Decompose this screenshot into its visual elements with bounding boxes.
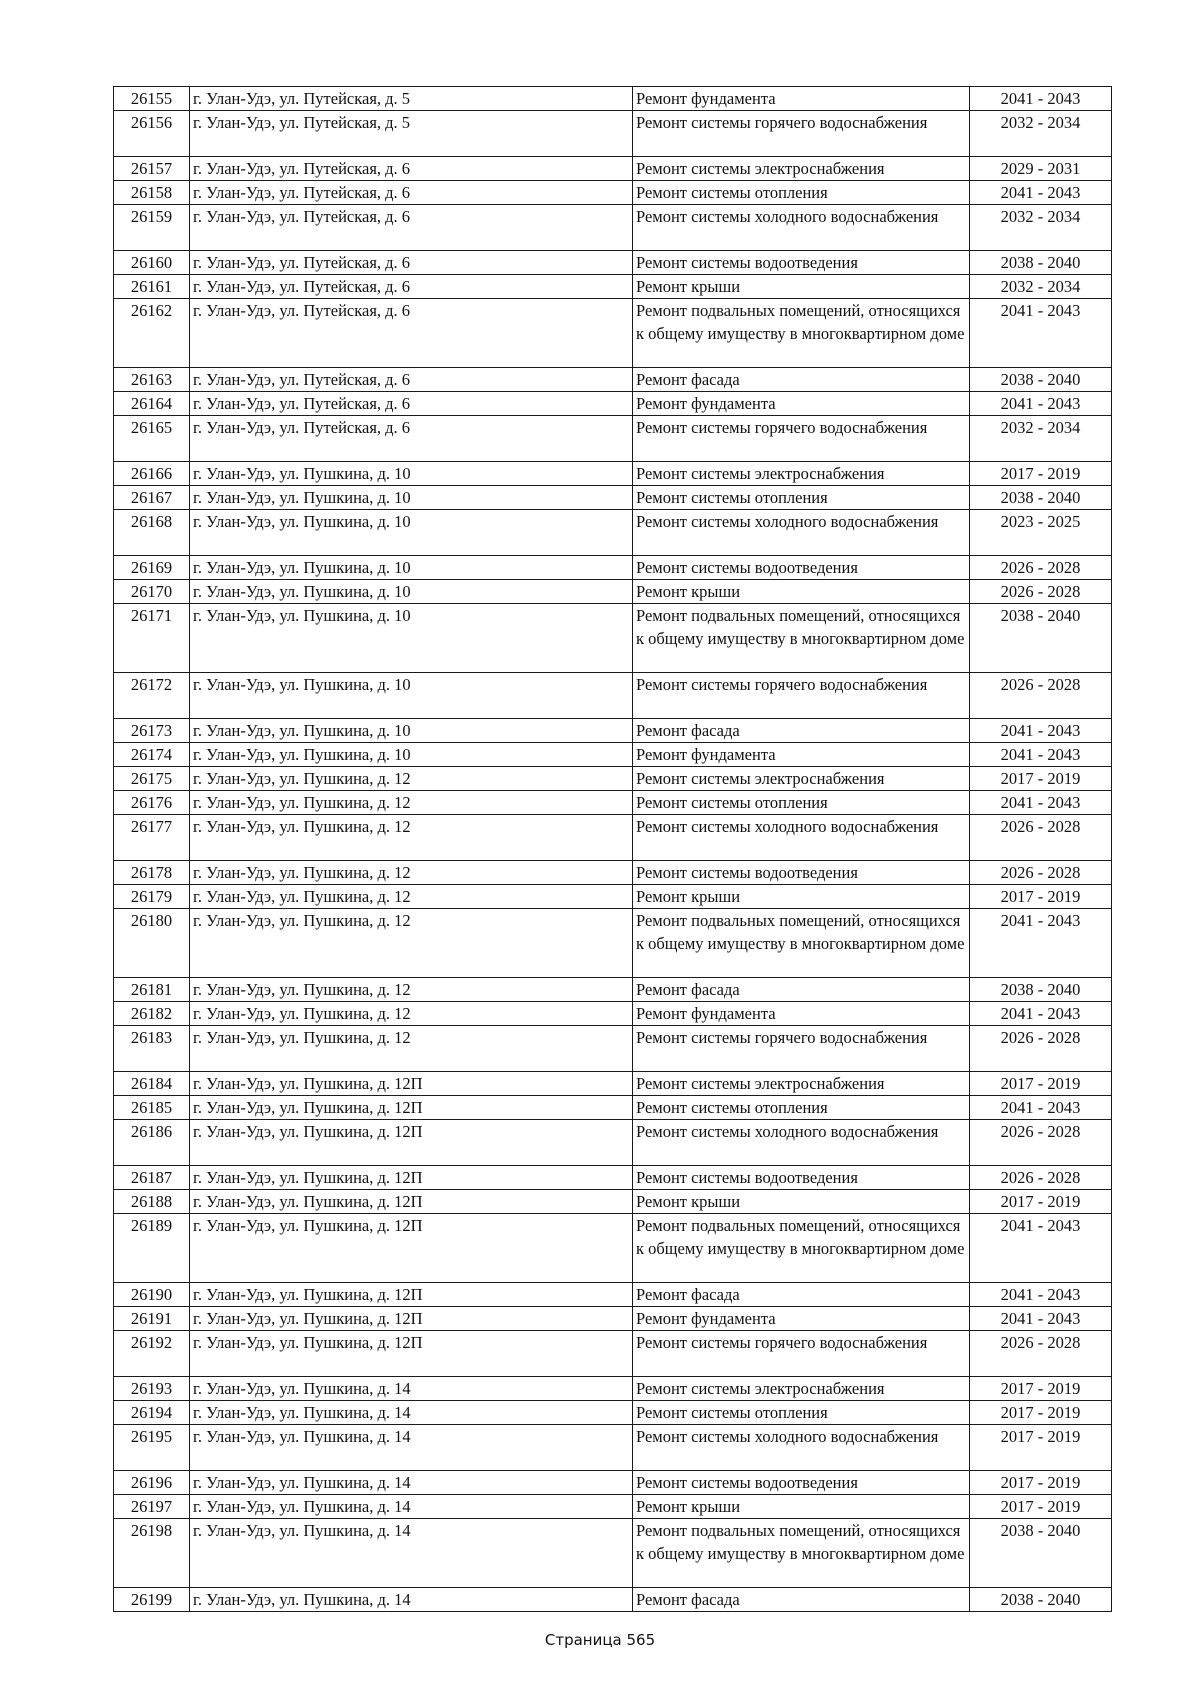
row-number: 26189 (114, 1214, 190, 1283)
row-number: 26161 (114, 275, 190, 299)
row-number: 26164 (114, 392, 190, 416)
work-type-cell: Ремонт фундамента (633, 392, 970, 416)
period-cell: 2038 - 2040 (970, 368, 1112, 392)
page-number: Страница 565 (544, 1631, 656, 1649)
table-row (114, 909, 1112, 978)
address-cell: г. Улан-Удэ, ул. Пушкина, д. 12 (190, 815, 633, 861)
row-number: 26199 (114, 1588, 190, 1612)
work-type-cell: Ремонт системы холодного водоснабжения (633, 815, 970, 861)
period-cell: 2029 - 2031 (970, 157, 1112, 181)
address-cell: г. Улан-Удэ, ул. Путейская, д. 6 (190, 392, 633, 416)
row-number: 26191 (114, 1307, 190, 1331)
address-cell: г. Улан-Удэ, ул. Пушкина, д. 12П (190, 1307, 633, 1331)
address-cell: г. Улан-Удэ, ул. Путейская, д. 6 (190, 299, 633, 368)
address-cell: г. Улан-Удэ, ул. Пушкина, д. 14 (190, 1495, 633, 1519)
row-number: 26169 (114, 556, 190, 580)
table-row (114, 1495, 1112, 1519)
address-cell: г. Улан-Удэ, ул. Пушкина, д. 14 (190, 1588, 633, 1612)
period-cell: 2041 - 2043 (970, 1214, 1112, 1283)
table-row (114, 1377, 1112, 1401)
row-number: 26182 (114, 1002, 190, 1026)
address-cell: г. Улан-Удэ, ул. Путейская, д. 6 (190, 157, 633, 181)
table-row (114, 1002, 1112, 1026)
period-cell: 2041 - 2043 (970, 1002, 1112, 1026)
table-row (114, 111, 1112, 157)
table-row (114, 1331, 1112, 1377)
row-number: 26188 (114, 1190, 190, 1214)
work-type-cell: Ремонт подвальных помещений, относящихся к общему имуществу в многоквартирном доме (633, 909, 970, 978)
row-number: 26156 (114, 111, 190, 157)
address-cell: г. Улан-Удэ, ул. Пушкина, д. 12 (190, 909, 633, 978)
table-row (114, 251, 1112, 275)
period-cell: 2017 - 2019 (970, 1377, 1112, 1401)
address-cell: г. Улан-Удэ, ул. Пушкина, д. 10 (190, 462, 633, 486)
address-cell: г. Улан-Удэ, ул. Пушкина, д. 12П (190, 1072, 633, 1096)
period-cell: 2038 - 2040 (970, 1519, 1112, 1588)
address-cell: г. Улан-Удэ, ул. Пушкина, д. 10 (190, 580, 633, 604)
row-number: 26190 (114, 1283, 190, 1307)
period-cell: 2041 - 2043 (970, 299, 1112, 368)
address-cell: г. Улан-Удэ, ул. Пушкина, д. 14 (190, 1377, 633, 1401)
table-row (114, 1190, 1112, 1214)
address-cell: г. Улан-Удэ, ул. Путейская, д. 5 (190, 87, 633, 111)
table-row (114, 673, 1112, 719)
table-row (114, 87, 1112, 111)
period-cell: 2041 - 2043 (970, 1096, 1112, 1120)
period-cell: 2038 - 2040 (970, 1588, 1112, 1612)
address-cell: г. Улан-Удэ, ул. Путейская, д. 5 (190, 111, 633, 157)
period-cell: 2032 - 2034 (970, 111, 1112, 157)
work-type-cell: Ремонт системы холодного водоснабжения (633, 510, 970, 556)
table-row (114, 815, 1112, 861)
address-cell: г. Улан-Удэ, ул. Пушкина, д. 12П (190, 1214, 633, 1283)
table-row (114, 1401, 1112, 1425)
address-cell: г. Улан-Удэ, ул. Пушкина, д. 14 (190, 1471, 633, 1495)
work-type-cell: Ремонт крыши (633, 885, 970, 909)
work-type-cell: Ремонт подвальных помещений, относящихся к общему имуществу в многоквартирном доме (633, 299, 970, 368)
table-row (114, 1588, 1112, 1612)
table-row (114, 510, 1112, 556)
address-cell: г. Улан-Удэ, ул. Пушкина, д. 12П (190, 1331, 633, 1377)
period-cell: 2038 - 2040 (970, 486, 1112, 510)
work-type-cell: Ремонт крыши (633, 580, 970, 604)
work-type-cell: Ремонт системы горячего водоснабжения (633, 1331, 970, 1377)
period-cell: 2017 - 2019 (970, 1072, 1112, 1096)
period-cell: 2017 - 2019 (970, 767, 1112, 791)
row-number: 26193 (114, 1377, 190, 1401)
period-cell: 2041 - 2043 (970, 392, 1112, 416)
period-cell: 2026 - 2028 (970, 556, 1112, 580)
table-row (114, 556, 1112, 580)
row-number: 26163 (114, 368, 190, 392)
table-row (114, 1072, 1112, 1096)
work-type-cell: Ремонт системы водоотведения (633, 251, 970, 275)
table-row (114, 861, 1112, 885)
address-cell: г. Улан-Удэ, ул. Пушкина, д. 10 (190, 486, 633, 510)
work-type-cell: Ремонт системы горячего водоснабжения (633, 673, 970, 719)
address-cell: г. Улан-Удэ, ул. Пушкина, д. 12 (190, 791, 633, 815)
work-type-cell: Ремонт системы электроснабжения (633, 462, 970, 486)
period-cell: 2041 - 2043 (970, 719, 1112, 743)
period-cell: 2041 - 2043 (970, 1283, 1112, 1307)
table-row (114, 1307, 1112, 1331)
table-row (114, 392, 1112, 416)
work-type-cell: Ремонт подвальных помещений, относящихся к общему имуществу в многоквартирном доме (633, 604, 970, 673)
period-cell: 2017 - 2019 (970, 1425, 1112, 1471)
work-type-cell: Ремонт системы электроснабжения (633, 1072, 970, 1096)
period-cell: 2032 - 2034 (970, 275, 1112, 299)
row-number: 26172 (114, 673, 190, 719)
row-number: 26181 (114, 978, 190, 1002)
table-row (114, 1026, 1112, 1072)
table-row (114, 299, 1112, 368)
period-cell: 2026 - 2028 (970, 1331, 1112, 1377)
table-row (114, 719, 1112, 743)
address-cell: г. Улан-Удэ, ул. Пушкина, д. 10 (190, 510, 633, 556)
row-number: 26195 (114, 1425, 190, 1471)
work-type-cell: Ремонт системы водоотведения (633, 556, 970, 580)
work-type-cell: Ремонт фундамента (633, 743, 970, 767)
address-cell: г. Улан-Удэ, ул. Путейская, д. 6 (190, 181, 633, 205)
work-type-cell: Ремонт крыши (633, 1190, 970, 1214)
period-cell: 2038 - 2040 (970, 251, 1112, 275)
period-cell: 2041 - 2043 (970, 87, 1112, 111)
work-type-cell: Ремонт фасада (633, 1588, 970, 1612)
address-cell: г. Улан-Удэ, ул. Путейская, д. 6 (190, 275, 633, 299)
address-cell: г. Улан-Удэ, ул. Пушкина, д. 12 (190, 1002, 633, 1026)
table-row (114, 1214, 1112, 1283)
row-number: 26165 (114, 416, 190, 462)
work-type-cell: Ремонт крыши (633, 1495, 970, 1519)
table-row (114, 1519, 1112, 1588)
table-row (114, 604, 1112, 673)
work-type-cell: Ремонт системы холодного водоснабжения (633, 1425, 970, 1471)
row-number: 26187 (114, 1166, 190, 1190)
address-cell: г. Улан-Удэ, ул. Пушкина, д. 12П (190, 1283, 633, 1307)
period-cell: 2026 - 2028 (970, 815, 1112, 861)
row-number: 26166 (114, 462, 190, 486)
work-type-cell: Ремонт фасада (633, 978, 970, 1002)
row-number: 26175 (114, 767, 190, 791)
row-number: 26176 (114, 791, 190, 815)
address-cell: г. Улан-Удэ, ул. Путейская, д. 6 (190, 205, 633, 251)
row-number: 26170 (114, 580, 190, 604)
row-number: 26167 (114, 486, 190, 510)
work-type-cell: Ремонт системы отопления (633, 486, 970, 510)
work-type-cell: Ремонт системы отопления (633, 791, 970, 815)
row-number: 26174 (114, 743, 190, 767)
period-cell: 2023 - 2025 (970, 510, 1112, 556)
row-number: 26180 (114, 909, 190, 978)
row-number: 26160 (114, 251, 190, 275)
work-type-cell: Ремонт системы водоотведения (633, 1166, 970, 1190)
table-row (114, 1283, 1112, 1307)
period-cell: 2041 - 2043 (970, 909, 1112, 978)
table-row (114, 205, 1112, 251)
address-cell: г. Улан-Удэ, ул. Пушкина, д. 12П (190, 1120, 633, 1166)
work-type-cell: Ремонт системы отопления (633, 1401, 970, 1425)
row-number: 26177 (114, 815, 190, 861)
work-type-cell: Ремонт системы электроснабжения (633, 157, 970, 181)
row-number: 26184 (114, 1072, 190, 1096)
table-row (114, 791, 1112, 815)
address-cell: г. Улан-Удэ, ул. Пушкина, д. 10 (190, 604, 633, 673)
table-row (114, 1120, 1112, 1166)
period-cell: 2041 - 2043 (970, 743, 1112, 767)
row-number: 26178 (114, 861, 190, 885)
address-cell: г. Улан-Удэ, ул. Пушкина, д. 12 (190, 767, 633, 791)
table-row (114, 368, 1112, 392)
address-cell: г. Улан-Удэ, ул. Пушкина, д. 10 (190, 743, 633, 767)
row-number: 26197 (114, 1495, 190, 1519)
table-row (114, 1425, 1112, 1471)
table-row (114, 580, 1112, 604)
period-cell: 2032 - 2034 (970, 416, 1112, 462)
period-cell: 2017 - 2019 (970, 1471, 1112, 1495)
work-type-cell: Ремонт фасада (633, 719, 970, 743)
address-cell: г. Улан-Удэ, ул. Пушкина, д. 12 (190, 1026, 633, 1072)
table-row (114, 767, 1112, 791)
row-number: 26179 (114, 885, 190, 909)
work-type-cell: Ремонт фундамента (633, 87, 970, 111)
table-row (114, 1166, 1112, 1190)
row-number: 26186 (114, 1120, 190, 1166)
work-type-cell: Ремонт системы электроснабжения (633, 767, 970, 791)
period-cell: 2017 - 2019 (970, 1495, 1112, 1519)
period-cell: 2041 - 2043 (970, 791, 1112, 815)
address-cell: г. Улан-Удэ, ул. Пушкина, д. 12 (190, 885, 633, 909)
row-number: 26171 (114, 604, 190, 673)
work-type-cell: Ремонт подвальных помещений, относящихся к общему имуществу в многоквартирном доме (633, 1519, 970, 1588)
row-number: 26159 (114, 205, 190, 251)
work-type-cell: Ремонт системы отопления (633, 181, 970, 205)
address-cell: г. Улан-Удэ, ул. Пушкина, д. 12П (190, 1166, 633, 1190)
work-type-cell: Ремонт крыши (633, 275, 970, 299)
work-type-cell: Ремонт фундамента (633, 1307, 970, 1331)
work-type-cell: Ремонт фундамента (633, 1002, 970, 1026)
work-type-cell: Ремонт подвальных помещений, относящихся к общему имуществу в многоквартирном доме (633, 1214, 970, 1283)
row-number: 26157 (114, 157, 190, 181)
period-cell: 2026 - 2028 (970, 1166, 1112, 1190)
period-cell: 2026 - 2028 (970, 580, 1112, 604)
table-row (114, 275, 1112, 299)
address-cell: г. Улан-Удэ, ул. Пушкина, д. 12П (190, 1190, 633, 1214)
row-number: 26196 (114, 1471, 190, 1495)
table-row (114, 1471, 1112, 1495)
work-type-cell: Ремонт фасада (633, 1283, 970, 1307)
work-type-cell: Ремонт системы отопления (633, 1096, 970, 1120)
row-number: 26173 (114, 719, 190, 743)
address-cell: г. Улан-Удэ, ул. Пушкина, д. 14 (190, 1519, 633, 1588)
work-type-cell: Ремонт системы горячего водоснабжения (633, 416, 970, 462)
work-type-cell: Ремонт системы водоотведения (633, 861, 970, 885)
period-cell: 2032 - 2034 (970, 205, 1112, 251)
work-type-cell: Ремонт системы водоотведения (633, 1471, 970, 1495)
row-number: 26185 (114, 1096, 190, 1120)
table-row (114, 978, 1112, 1002)
row-number: 26192 (114, 1331, 190, 1377)
table-row (114, 885, 1112, 909)
period-cell: 2017 - 2019 (970, 462, 1112, 486)
period-cell: 2017 - 2019 (970, 1190, 1112, 1214)
row-number: 26162 (114, 299, 190, 368)
period-cell: 2017 - 2019 (970, 1401, 1112, 1425)
work-type-cell: Ремонт системы электроснабжения (633, 1377, 970, 1401)
address-cell: г. Улан-Удэ, ул. Пушкина, д. 12 (190, 978, 633, 1002)
work-type-cell: Ремонт системы горячего водоснабжения (633, 111, 970, 157)
repair-schedule-table (113, 86, 1112, 1612)
address-cell: г. Улан-Удэ, ул. Пушкина, д. 10 (190, 719, 633, 743)
table-row (114, 743, 1112, 767)
period-cell: 2017 - 2019 (970, 885, 1112, 909)
work-type-cell: Ремонт системы холодного водоснабжения (633, 205, 970, 251)
period-cell: 2041 - 2043 (970, 1307, 1112, 1331)
table-body (114, 87, 1112, 1612)
address-cell: г. Улан-Удэ, ул. Путейская, д. 6 (190, 416, 633, 462)
table-row (114, 486, 1112, 510)
row-number: 26168 (114, 510, 190, 556)
table-row (114, 462, 1112, 486)
work-type-cell: Ремонт системы холодного водоснабжения (633, 1120, 970, 1166)
period-cell: 2026 - 2028 (970, 673, 1112, 719)
row-number: 26158 (114, 181, 190, 205)
period-cell: 2041 - 2043 (970, 181, 1112, 205)
work-type-cell: Ремонт системы горячего водоснабжения (633, 1026, 970, 1072)
row-number: 26155 (114, 87, 190, 111)
work-type-cell: Ремонт фасада (633, 368, 970, 392)
address-cell: г. Улан-Удэ, ул. Пушкина, д. 12 (190, 861, 633, 885)
address-cell: г. Улан-Удэ, ул. Пушкина, д. 14 (190, 1401, 633, 1425)
period-cell: 2026 - 2028 (970, 1026, 1112, 1072)
table-row (114, 157, 1112, 181)
row-number: 26198 (114, 1519, 190, 1588)
address-cell: г. Улан-Удэ, ул. Пушкина, д. 10 (190, 556, 633, 580)
address-cell: г. Улан-Удэ, ул. Путейская, д. 6 (190, 251, 633, 275)
address-cell: г. Улан-Удэ, ул. Пушкина, д. 10 (190, 673, 633, 719)
period-cell: 2026 - 2028 (970, 861, 1112, 885)
address-cell: г. Улан-Удэ, ул. Пушкина, д. 12П (190, 1096, 633, 1120)
table-row (114, 416, 1112, 462)
period-cell: 2038 - 2040 (970, 978, 1112, 1002)
row-number: 26183 (114, 1026, 190, 1072)
period-cell: 2026 - 2028 (970, 1120, 1112, 1166)
row-number: 26194 (114, 1401, 190, 1425)
table-row (114, 1096, 1112, 1120)
address-cell: г. Улан-Удэ, ул. Путейская, д. 6 (190, 368, 633, 392)
address-cell: г. Улан-Удэ, ул. Пушкина, д. 14 (190, 1425, 633, 1471)
period-cell: 2038 - 2040 (970, 604, 1112, 673)
table-row (114, 181, 1112, 205)
